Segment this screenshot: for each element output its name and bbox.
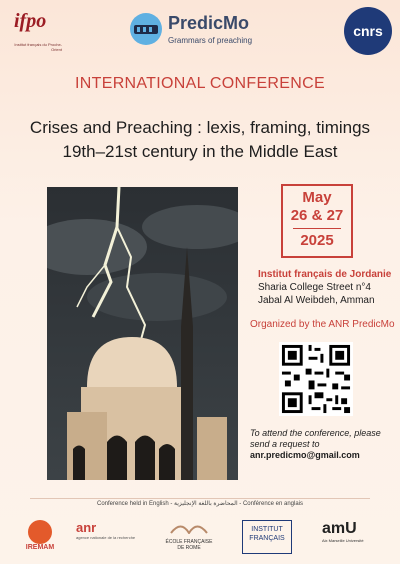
cnrs-logo: cnrs [344,7,392,55]
date-box [281,184,353,258]
qr-code[interactable] [279,342,353,416]
date-year: 2025 [300,232,334,249]
date-month: May [302,189,332,206]
attend-text: To attend the conference, please send a request to [250,428,381,449]
language-note: Conference held in English - المحاضرة باللغة الإنجليزية - Conférence en anglais [96,501,304,507]
amu-logo [322,520,394,558]
efr-line2: DE ROME [177,545,201,551]
iremam-icon [28,520,52,544]
efr-icon [169,520,209,534]
date-days: 26 & 27 [290,207,344,224]
iremam-logo [18,520,62,558]
organizer: Organized by the ANR PredicMo [250,319,395,330]
attend-instructions [250,428,395,461]
contact-email[interactable]: anr.predicmo@gmail.com [250,450,360,460]
predicmo-logo [128,12,278,46]
venue [258,268,400,307]
anr-mark: anr [76,520,97,535]
venue-street: Sharia College Street n°4 [258,282,371,293]
date-divider [293,228,341,229]
venue-city: Jabal Al Weibdeh, Amman [258,295,375,306]
venue-name: Institut français de Jordanie [258,269,392,280]
institut-francais-logo [242,520,292,558]
iremam-text: IREMAM [25,544,55,551]
title-line2: 19th–21st century in the Middle East [62,142,338,161]
anr-logo [76,520,138,558]
ifpo-logo [4,8,64,64]
footer-divider [30,498,370,499]
title-line1: Crises and Preaching : lexis, framing, timings [29,118,371,137]
conference-label: INTERNATIONAL CONFERENCE [75,75,325,92]
ifpo-text: Institut français du Proche-Orient [14,42,62,52]
efr-logo [154,520,224,558]
mosque-lightning-illustration [47,187,238,480]
anr-text: agence nationale de la recherche [76,535,136,540]
predicmo-name: PredicMo [168,13,250,33]
predicmo-icon [128,12,164,46]
predicmo-subtitle: Grammars of preaching [168,36,253,45]
amu-text: Aix Marseille Université [322,538,364,543]
ifpo-mark: ifpo [14,10,47,32]
efr-line1: ÉCOLE FRANÇAISE [165,539,213,545]
amu-mark: amU [322,520,357,537]
institut-francais-text: INSTITUT FRANÇAIS [242,520,292,554]
